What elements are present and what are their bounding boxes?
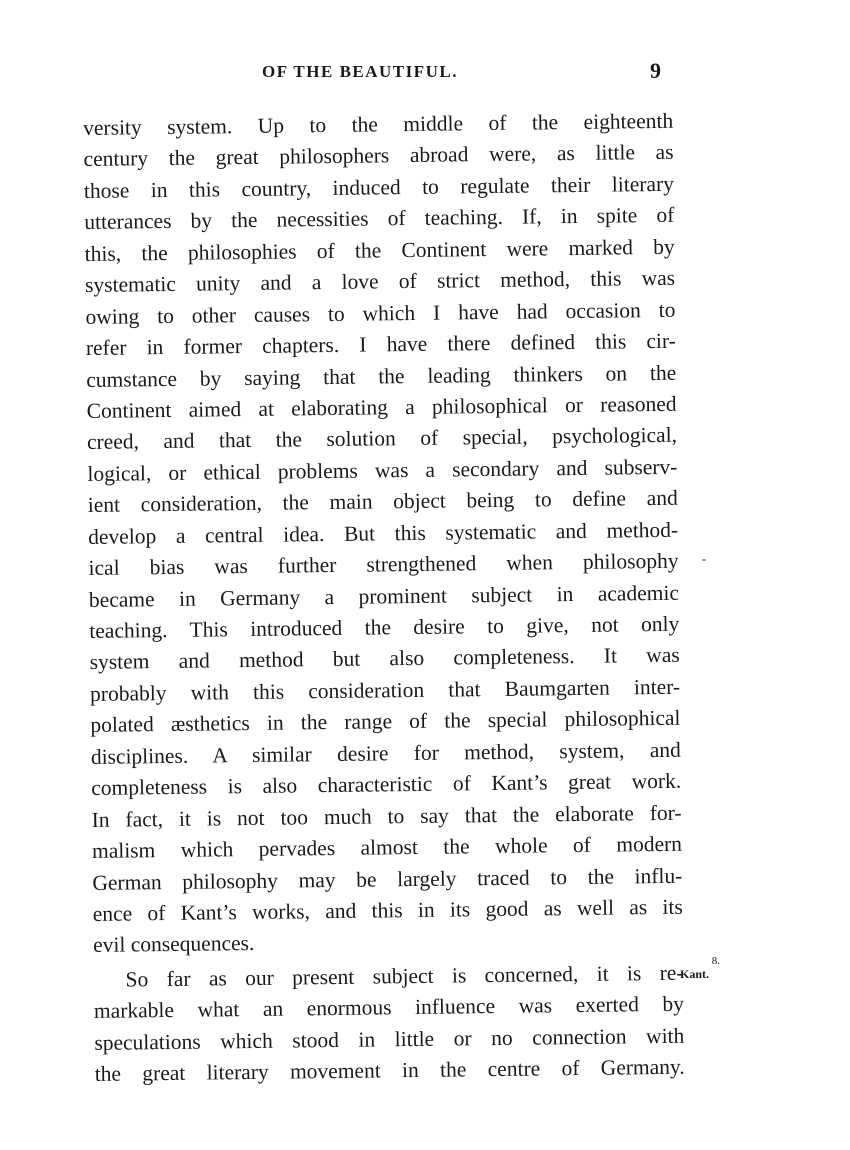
text-line: refer in former chapters. I have there defined this cir-	[85, 328, 676, 361]
running-head: OF THE BEAUTIFUL.	[262, 62, 459, 81]
text-line: owing to other causes to which I have had occasion to	[85, 297, 676, 329]
text-line: versity system. Up to the middle of the eighteenth	[83, 108, 674, 140]
text-line: ence of Kant’s works, and this in its good as well as its	[92, 894, 683, 926]
text-line: So far as our present subject is concerned, it is re-	[125, 960, 684, 992]
text-line: disciplines. A similar desire for method, system, and	[90, 737, 681, 769]
text-line: cumstance by saying that the leading thinkers on the	[86, 360, 677, 392]
text-line: German philosophy may be largely traced to the influ-	[92, 863, 683, 895]
text-line: speculations which stood in little or no connection with	[94, 1023, 685, 1055]
text-line: creed, and that the solution of special, psychological,	[86, 423, 678, 455]
body-text	[83, 106, 685, 1091]
text-line: systematic unity and a love of strict method, this was	[84, 265, 676, 298]
text-line: century the great philosophers abroad were, as little as	[83, 140, 674, 172]
paragraph-2	[93, 958, 684, 1091]
text-line: logical, or ethical problems was a secondary and subserv-	[87, 454, 678, 486]
text-line: the great literary movement in the centre of Germany.	[94, 1054, 685, 1087]
text-line: utterances by the necessities of teaching. If, in spite of	[84, 203, 675, 235]
text-line: probably with this consideration that Baumgarten inter-	[89, 674, 681, 706]
margin-note-number: 8.	[711, 955, 720, 967]
paragraph-1	[83, 106, 683, 962]
margin-note	[680, 955, 740, 981]
text-line: develop a central idea. But this systematic and method-	[88, 517, 679, 549]
text-line: ical bias was further strengthened when philosophy	[88, 548, 679, 581]
text-line: ient consideration, the main object being to define and	[87, 486, 678, 518]
text-line: malism which pervades almost the whole of modern	[91, 831, 683, 864]
text-line: teaching. This introduced the desire to give, not only	[89, 611, 680, 643]
margin-note-label: Kant.	[680, 967, 710, 981]
ink-speck	[702, 559, 706, 561]
text-line: polated æsthetics in the range of the special philosophical	[90, 706, 681, 738]
text-line: Continent aimed at elaborating a philosophical or reasoned	[86, 391, 677, 423]
text-line: evil consequences.	[93, 931, 255, 958]
text-line: those in this country, induced to regulate their literary	[83, 171, 675, 203]
text-line: completeness is also characteristic of Kant’s great work.	[91, 768, 682, 801]
page-number: 9	[650, 58, 661, 83]
text-line: became in Germany a prominent subject in academic	[88, 580, 680, 612]
text-line: In fact, it is not too much to say that the elaborate for-	[91, 800, 682, 832]
text-line: this, the philosophies of the Continent were marked by	[84, 234, 675, 266]
text-line: markable what an enormous influence was exerted by	[93, 991, 685, 1024]
text-line: system and method but also completeness. It was	[89, 643, 680, 675]
